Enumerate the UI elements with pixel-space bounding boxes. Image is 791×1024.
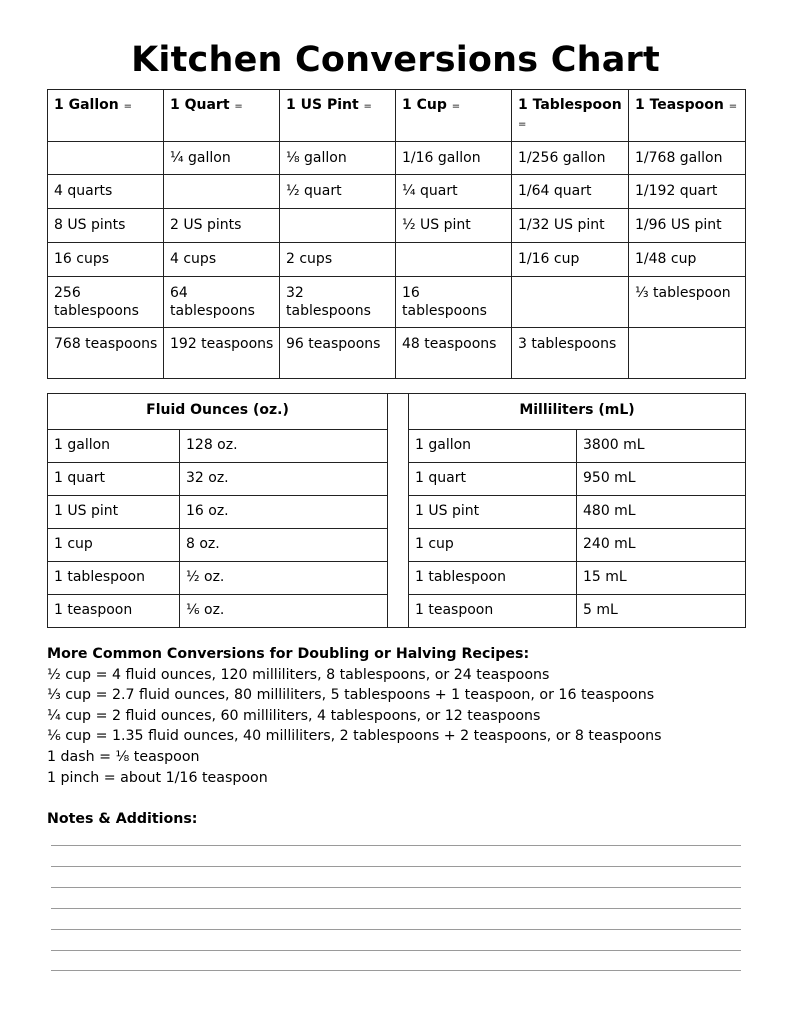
table-cell: 1 cup: [409, 529, 577, 562]
table-cell: 1/16 gallon: [396, 142, 512, 175]
table-cell: 4 quarts: [48, 175, 164, 209]
header-tablespoon: 1 Tablespoon =: [512, 90, 629, 142]
table-row: [48, 243, 746, 277]
table-cell: 96 teaspoons: [280, 328, 396, 379]
note-line[interactable]: [51, 950, 741, 951]
table-cell: 1 US pint: [409, 496, 577, 529]
page-title: Kitchen Conversions Chart: [131, 40, 660, 80]
table-cell: 4 cups: [164, 243, 280, 277]
table-row: [48, 277, 746, 328]
table-cell: 48 teaspoons: [396, 328, 512, 379]
table-cell: 128 oz.: [180, 430, 388, 463]
table-cell: 1 US pint: [48, 496, 180, 529]
more-conversions-section: [47, 644, 662, 788]
conversion-line: 1 pinch = about 1/16 teaspoon: [47, 769, 268, 786]
header-pint: 1 US Pint =: [280, 90, 396, 142]
conversion-line: ¼ cup = 2 fluid ounces, 60 milliliters, 4 tablespoons, or 12 teaspoons: [47, 707, 541, 724]
table-cell: [396, 243, 512, 277]
table-cell: 16 oz.: [180, 496, 388, 529]
header-cup: 1 Cup =: [396, 90, 512, 142]
table-cell: 16 cups: [48, 243, 164, 277]
table-cell: ⅛ gallon: [280, 142, 396, 175]
table-cell: 256 tablespoons: [48, 277, 164, 328]
header-quart: 1 Quart =: [164, 90, 280, 142]
table-cell: 1/768 gallon: [629, 142, 746, 175]
table-cell: [629, 328, 746, 379]
table-cell: ¼ gallon: [164, 142, 280, 175]
table-cell: 1 teaspoon: [48, 595, 180, 628]
table-cell: 32 oz.: [180, 463, 388, 496]
table-cell: ⅓ tablespoon: [629, 277, 746, 328]
conversion-line: ⅓ cup = 2.7 fluid ounces, 80 milliliters, 5 tablespoons + 1 teaspoon, or 16 teaspoons: [47, 687, 655, 704]
table-cell: 5 mL: [577, 595, 746, 628]
table-cell: 16 tablespoons: [396, 277, 512, 328]
table-cell: 1 gallon: [409, 430, 577, 463]
table-row: [48, 328, 746, 379]
conversion-line: 1 dash = ⅛ teaspoon: [47, 748, 200, 765]
volume-conversion-table: [47, 393, 746, 628]
table-cell: ½ quart: [280, 175, 396, 209]
unit-conversion-table: [47, 89, 746, 379]
table-cell: 480 mL: [577, 496, 746, 529]
table-cell: [164, 175, 280, 209]
table-cell: 1 tablespoon: [48, 562, 180, 595]
table-cell: 1/64 quart: [512, 175, 629, 209]
table-cell: 3800 mL: [577, 430, 746, 463]
table-row: [48, 209, 746, 243]
note-line[interactable]: [51, 845, 741, 846]
table-cell: [280, 209, 396, 243]
table-cell: 1/96 US pint: [629, 209, 746, 243]
table-cell: 2 cups: [280, 243, 396, 277]
milliliters-header: Milliliters (mL): [409, 394, 746, 430]
table-cell: 1/16 cup: [512, 243, 629, 277]
note-line[interactable]: [51, 887, 741, 888]
table-header-row: [48, 90, 746, 142]
table-cell: 240 mL: [577, 529, 746, 562]
table-cell: 1 gallon: [48, 430, 180, 463]
conversion-line: ½ cup = 4 fluid ounces, 120 milliliters, 8 tablespoons, or 24 teaspoons: [47, 666, 550, 683]
notes-heading: Notes & Additions:: [47, 811, 198, 827]
table-cell: 1 quart: [48, 463, 180, 496]
table-row: [48, 142, 746, 175]
table-cell: [48, 142, 164, 175]
table-cell: 768 teaspoons: [48, 328, 164, 379]
table-cell: ⅙ oz.: [180, 595, 388, 628]
table-cell: 32 tablespoons: [280, 277, 396, 328]
table-cell: 1/192 quart: [629, 175, 746, 209]
header-teaspoon: 1 Teaspoon =: [629, 90, 746, 142]
table-cell: 8 oz.: [180, 529, 388, 562]
table-header-row: [48, 394, 746, 430]
table-cell: 8 US pints: [48, 209, 164, 243]
table-cell: 1 tablespoon: [409, 562, 577, 595]
table-cell: ½ oz.: [180, 562, 388, 595]
note-line[interactable]: [51, 908, 741, 909]
table-cell: 1 cup: [48, 529, 180, 562]
table-cell: 64 tablespoons: [164, 277, 280, 328]
table-row: [48, 175, 746, 209]
conversion-line: ⅙ cup = 1.35 fluid ounces, 40 milliliters, 2 tablespoons + 2 teaspoons, or 8 teaspoons: [47, 728, 662, 745]
note-line[interactable]: [51, 970, 741, 971]
more-conversions-heading: More Common Conversions for Doubling or Halving Recipes:: [47, 646, 530, 662]
table-cell: 15 mL: [577, 562, 746, 595]
table-cell: 2 US pints: [164, 209, 280, 243]
table-divider: [388, 394, 409, 628]
note-line[interactable]: [51, 866, 741, 867]
table-cell: 950 mL: [577, 463, 746, 496]
fluid-ounces-header: Fluid Ounces (oz.): [48, 394, 388, 430]
table-cell: ¼ quart: [396, 175, 512, 209]
table-cell: [512, 277, 629, 328]
table-cell: 1/256 gallon: [512, 142, 629, 175]
note-line[interactable]: [51, 929, 741, 930]
header-gallon: 1 Gallon =: [48, 90, 164, 142]
table-cell: 1/32 US pint: [512, 209, 629, 243]
table-cell: 1/48 cup: [629, 243, 746, 277]
table-cell: 1 teaspoon: [409, 595, 577, 628]
table-cell: 1 quart: [409, 463, 577, 496]
table-cell: 3 tablespoons: [512, 328, 629, 379]
table-cell: 192 teaspoons: [164, 328, 280, 379]
table-cell: ½ US pint: [396, 209, 512, 243]
